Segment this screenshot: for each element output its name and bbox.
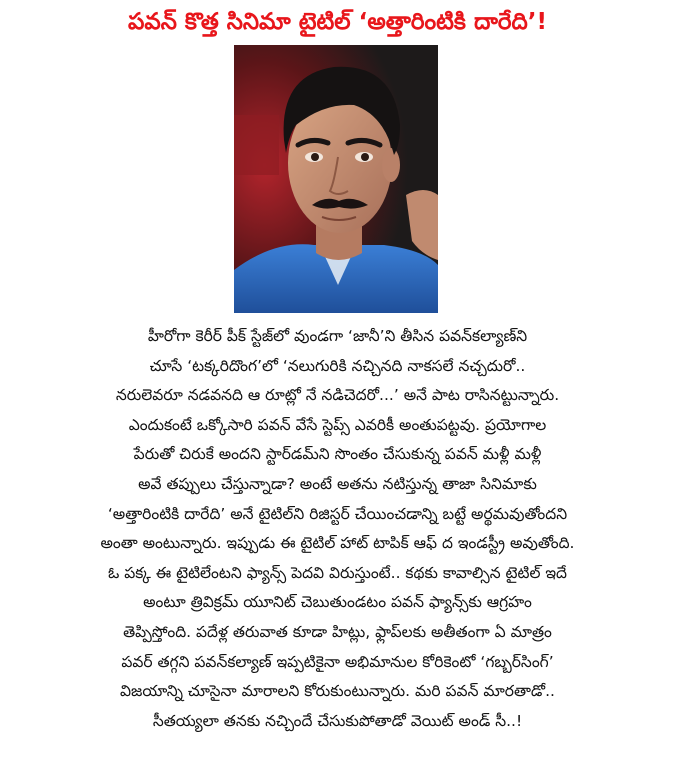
- body-line: ఓ పక్క ఈ టైటిలేంటని ఫ్యాన్స్ పెదవి విరుస్తుంటే.. కథకు కావాల్సిన టైటిల్ ఇదే: [108, 563, 567, 582]
- body-line: అవే తప్పులు చేస్తున్నాడా? అంటే అతను నటిస్తున్న తాజా సినిమాకు: [138, 474, 537, 493]
- body-line: చూసే ‘టక్కరిదొంగ’లో ‘నలుగురికి నచ్చినది నాకసలే నచ్చదురో..: [149, 356, 526, 375]
- body-line: ‘అత్తారింటికి దారేది’ అనే టైటిల్‌ని రిజిస్టర్ చేయించడాన్ని బట్టే అర్థమవుతోందని: [107, 504, 568, 523]
- body-line: అంతా అంటున్నారు. ఇప్పుడు ఈ టైటిల్ హాట్ టాపిక్ ఆఫ్ ద ఇండస్ట్రీ అవుతోంది.: [100, 534, 575, 553]
- body-line: ఎందుకంటే ఒక్కోసారి పవన్ వేసే స్టెప్స్ ఎవరికీ అంతుపట్టవు. ప్రయోగాల: [128, 415, 547, 434]
- body-line: విజయాన్ని చూసైనా మారాలని కోరుకుంటున్నారు. మరి పవన్ మారతాడో..: [120, 682, 555, 701]
- portrait-illustration: [234, 45, 438, 313]
- body-line: పేరుతో చిరుకే అందని స్టార్‌డమ్‌ని సొంతం చేసుకున్న పవన్ మళ్లీ మళ్లీ: [133, 445, 542, 464]
- body-line: హీరోగా కెరీర్ పీక్ స్టేజ్‌లో వుండగా ‘జానీ’ని తీసిన పవన్‌కల్యాణ్‌ని: [147, 327, 528, 345]
- body-line: పవర్ తగ్గని పవన్‌కల్యాణ్ ఇప్పటికైనా అభిమానుల కోరికెంటో ‘గబ్బర్‌సింగ్’: [121, 652, 554, 671]
- body-line: తెప్పిస్తోంది. పదేళ్ల తరువాత కూడా హిట్లు, ఫ్లాప్‌లకు అతీతంగా ఏ మాత్రం: [123, 622, 552, 641]
- page-title: పవన్ కొత్త సినిమా టైటిల్ ‘అత్తారింటికి దారేది’!: [128, 9, 547, 35]
- body-line: నరులెవరూ నడవనది ఆ రూట్లో నే నడిచెదరో...’ అనే పాట రాసినట్టున్నారు.: [115, 386, 560, 405]
- ear-shape: [382, 148, 400, 182]
- red-seat-shape: [234, 115, 279, 175]
- portrait-photo: [234, 45, 438, 313]
- article-body: [30, 322, 645, 736]
- body-line: సీతయ్యలా తనకు నచ్చిందే చేసుకుపోతాడో వెయిట్ అండ్ సీ..!: [152, 711, 523, 730]
- body-line: అంటూ త్రివిక్రమ్ యూనిట్ చెబుతుండటం పవన్ ఫ్యాన్స్‌కు ఆగ్రహం: [143, 593, 532, 612]
